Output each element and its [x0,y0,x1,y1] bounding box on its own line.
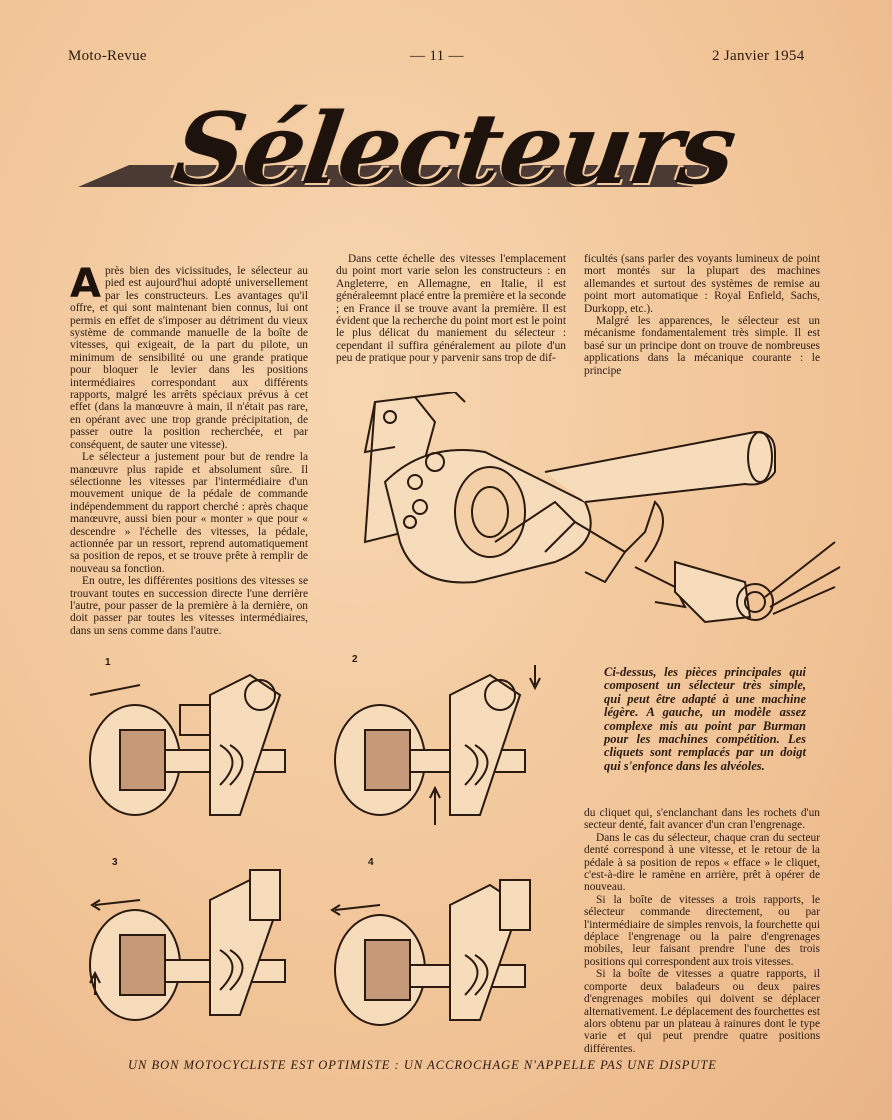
article-title: Sélecteurs [166,92,742,207]
step-diagram-2 [325,660,550,830]
paragraph: Dans cette échelle des vitesses l'emplacement du point mort varie selon les constructeurs : en Angleterre, en Allemagne, en Italie, il est généraleemnt placé entre la première et la seconde ; en France il se trouve avant la première. Il est évident que la recherche du point mort est le point le plus délicat du maniement du sélecteur : cependant il suffira généralement au pilote d'un peu de pratique pour y parvenir sans trop de dif- [336,253,566,365]
publication-name: Moto-Revue [68,48,147,64]
paragraph: Si la boîte de vitesses a quatre rapports, il comporte deux baladeurs ou deux paires d'engrenages mobiles qui doivent se déplacer alternativement. Le déplacement des fourchettes est alors obtenu par un plateau à rainures dont le type varie et qui peut prendre quatre positions différentes. [584,968,820,1055]
paragraph: ficultés (sans parler des voyants lumineux de point mort montés sur la plupart des machines allemandes et surtout des systèmes de remise au point mort automatique : Royal Enfield, Sachs, Durkopp, etc.). [584,253,820,315]
text-column-4 [584,807,820,1055]
figure-number: 1 [105,657,111,668]
selector-parts-illustration [345,392,845,637]
drop-cap: A [70,261,101,307]
issue-date: 2 Janvier 1954 [712,48,805,64]
text-column-3 [584,253,820,377]
paragraph: Malgré les apparences, le sélecteur est un mécanisme fondamentalement très simple. Il est basé sur un principe dont on trouve de nombreuses applications dans la mécanique courante : le principe [584,315,820,377]
figure-number: 3 [112,857,118,868]
page-number: — 11 — [410,48,464,64]
paragraph: Si la boîte de vitesses a trois rapports, le sélecteur commande directement, ou par l'intermédiaire de simples renvois, la fourchette qui déplace l'engrenage ou la paire d'engrenages mobiles, leur faisant prendre l'une des trois positions qui correspondent aux trois vitesses. [584,893,820,968]
paragraph: du cliquet qui, s'enclanchant dans les rochets d'un secteur denté, fait avancer d'un cran l'engrenage. [584,807,820,832]
figure-caption: Ci-dessus, les pièces principales qui composent un sélecteur très simple, qui peut être adapté à une machine légère. A gauche, un modèle assez complexe mis au point par Burman pour les machines compétition. Les cliquets sont remplacés par un doigt qui s'enfonce dans les alvéoles. [604,665,806,773]
figure-number: 4 [368,857,374,868]
text-column-1 [70,261,308,637]
step-diagram-3 [80,865,310,1030]
paragraph: En outre, les différentes positions des vitesses se trouvant toutes en succession directe l'une derrière l'autre, pour passer de la première à la dernière, on doit passer par toutes les vitesses intermédiaires, dans un sens comme dans l'autre. [70,575,308,637]
paragraph: Après bien des vicissitudes, le sélecteur au pied est aujourd'hui adopté universellement par les constructeurs. Les avantages qu'il offre, et qui sont maintenant bien connus, lui ont permis en effet de s'imposer au détriment du vieux système de commande manuelle de la boîte de vitesses, qui exigeait, de la part du pilote, un minimum de sensibilité ou une grande pratique pour bloquer le levier dans les positions intermédiaires correspondant aux différents rapports, malgré les arrêts spéciaux prévus à cet effet (dans la manœuvre à main, il n'était pas rare, en opérant avec une trop grande précipitation, de passer outre la position recherchée, et par conséquent, de sauter une vitesse). [70,261,308,451]
paragraph: Le sélecteur a justement pour but de rendre la manœuvre plus rapide et absolument sûre. Il sélectionne les vitesses par l'intermédiaire d'un mouvement unique de la pédale de commande indépendemment du rapport cherché : après chaque manœuvre, aussi bien pour « monter » que pour « descendre » l'échelle des vitesses, la pédale, actionnée par un ressort, reprend automatiquement sa position de repos, et se trouve prête à remplir de nouveau sa fonction. [70,451,308,575]
text-column-2 [336,253,566,365]
step-diagram-1 [80,665,310,835]
figure-number: 2 [352,654,358,665]
step-diagram-4 [325,870,550,1035]
paragraph: Dans le cas du sélecteur, chaque cran du secteur denté correspond à une vitesse, et le retour de la pédale à sa position de repos « efface » le cliquet, c'est-à-dire le ramène en arrière, prêt à opérer de nouveau. [584,831,820,894]
footer-slogan: UN BON MOTOCYCLISTE EST OPTIMISTE : UN ACCROCHAGE N'APPELLE PAS UNE DISPUTE [128,1058,717,1072]
